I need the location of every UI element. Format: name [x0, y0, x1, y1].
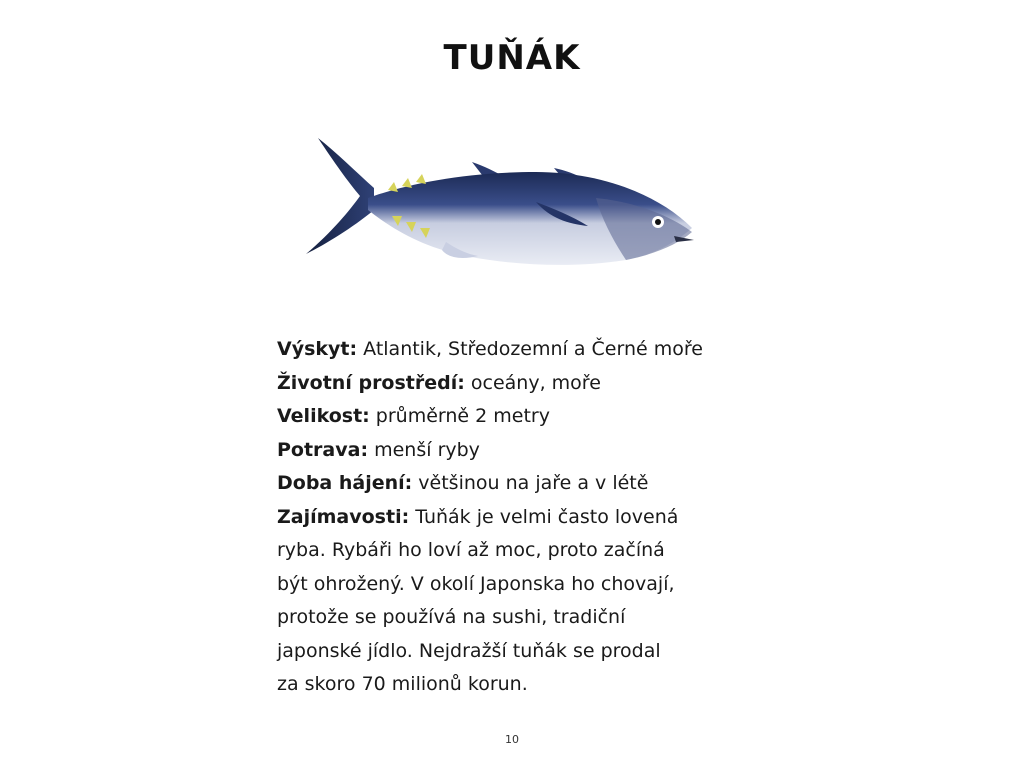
fact-label: Výskyt:: [277, 338, 358, 360]
fact-continuation: ryba. Rybáři ho loví až moc, proto začíná: [277, 539, 665, 561]
facts-block: [277, 333, 757, 702]
fact-value: Tuňák je velmi často lovená: [415, 505, 679, 528]
fact-continuation: japonské jídlo. Nejdražší tuňák se prodal: [277, 639, 661, 662]
fact-continuation: být ohrožený. V okolí Japonska ho chovají,: [277, 572, 675, 595]
fact-value: většinou na jaře a v létě: [418, 472, 649, 494]
fact-label: Zajímavosti:: [277, 505, 410, 528]
fact-value: menší ryby: [374, 438, 480, 461]
fact-prostredi: [277, 367, 757, 401]
tail-fin: [306, 138, 374, 254]
fact-vyskyt: [277, 333, 757, 367]
fact-value: oceány, moře: [470, 371, 601, 394]
fact-hajeni: [277, 467, 757, 501]
fact-label: Potrava:: [277, 438, 369, 461]
fact-continuation: protože se používá na sushi, tradiční: [277, 606, 626, 628]
fact-continuation: za skoro 70 milionů korun.: [277, 673, 528, 695]
page-title: TUŇÁK: [443, 38, 581, 78]
fact-value: Atlantik, Středozemní a Černé moře: [363, 338, 703, 360]
page-number: 10: [505, 733, 519, 746]
fact-potrava: [277, 434, 757, 468]
fact-value: průměrně 2 metry: [375, 405, 550, 427]
fact-label: Doba hájení:: [277, 472, 413, 494]
fact-zajimavosti: [277, 501, 757, 535]
fact-label: Životní prostředí:: [277, 371, 465, 394]
fact-label: Velikost:: [277, 405, 370, 427]
tuna-illustration: [296, 132, 706, 278]
fact-velikost: [277, 400, 757, 434]
